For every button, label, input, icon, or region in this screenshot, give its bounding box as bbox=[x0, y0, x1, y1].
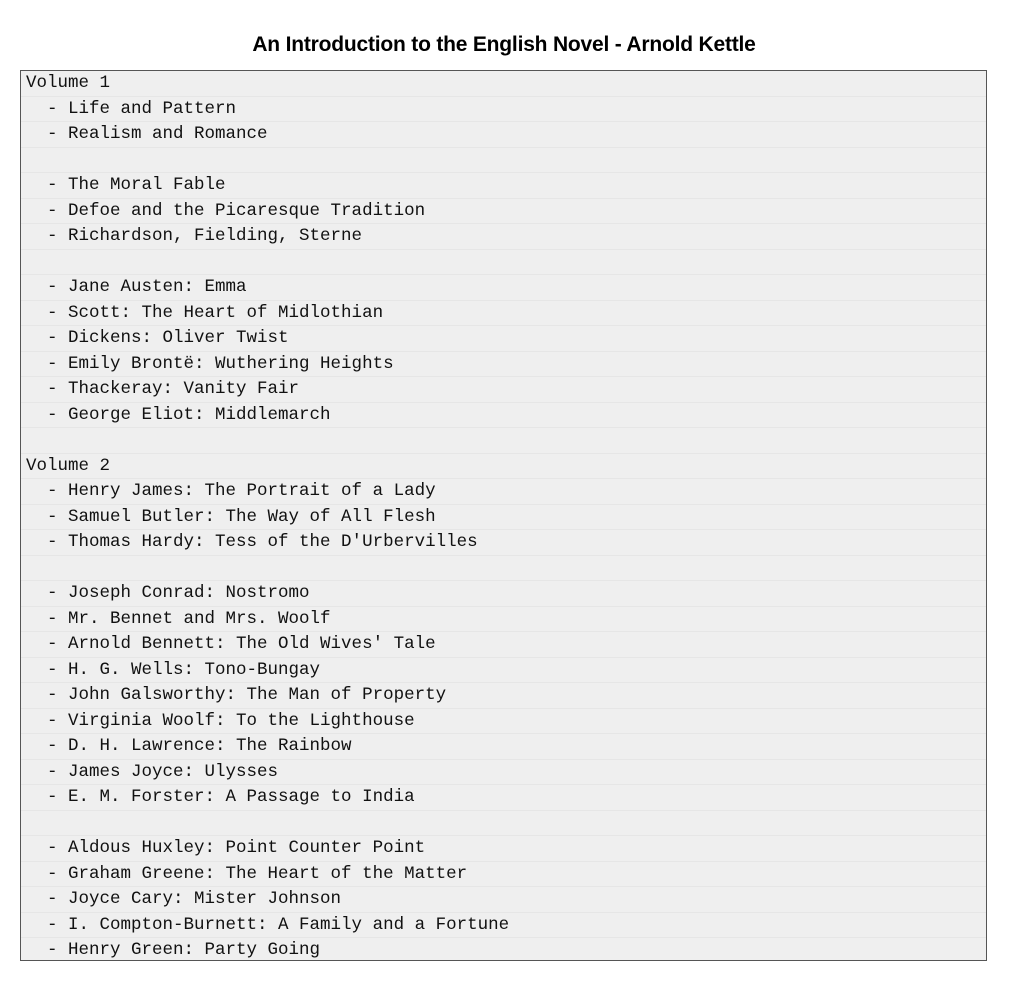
toc-entry bbox=[26, 530, 986, 556]
toc-entry-text: - Richardson, Fielding, Sterne bbox=[26, 226, 362, 246]
toc-entry bbox=[26, 326, 986, 352]
toc-entry-text: - Defoe and the Picaresque Tradition bbox=[26, 201, 425, 221]
toc-entry bbox=[26, 607, 986, 633]
toc-entry-text: - Emily Brontë: Wuthering Heights bbox=[26, 354, 394, 374]
toc-entry-text: - I. Compton-Burnett: A Family and a Fortune bbox=[26, 915, 509, 935]
toc-entry-text: - Henry Green: Party Going bbox=[26, 940, 320, 960]
toc-entry-text: - D. H. Lawrence: The Rainbow bbox=[26, 736, 352, 756]
toc-entry bbox=[26, 938, 986, 961]
toc-entry-text: - Samuel Butler: The Way of All Flesh bbox=[26, 507, 436, 527]
toc-entry bbox=[26, 173, 986, 199]
toc-entry bbox=[26, 122, 986, 148]
toc-entry bbox=[26, 734, 986, 760]
toc-entry-text: - Joseph Conrad: Nostromo bbox=[26, 583, 310, 603]
toc-entry-text: - Life and Pattern bbox=[26, 99, 236, 119]
toc-entry-text: - Joyce Cary: Mister Johnson bbox=[26, 889, 341, 909]
toc-entry-text: - Dickens: Oliver Twist bbox=[26, 328, 289, 348]
toc-entry-text: - H. G. Wells: Tono-Bungay bbox=[26, 660, 320, 680]
toc-entry-text: - Thomas Hardy: Tess of the D'Urbervilles bbox=[26, 532, 478, 552]
toc-entry-text: - Realism and Romance bbox=[26, 124, 268, 144]
toc-entry bbox=[26, 683, 986, 709]
blank-line bbox=[26, 811, 986, 837]
toc-entry-text: - Henry James: The Portrait of a Lady bbox=[26, 481, 436, 501]
toc-entry bbox=[26, 199, 986, 225]
page-title: An Introduction to the English Novel - Arnold Kettle bbox=[252, 33, 756, 56]
toc-entry bbox=[26, 505, 986, 531]
toc-entry bbox=[26, 760, 986, 786]
blank-line bbox=[26, 148, 986, 174]
toc-entry-text: - The Moral Fable bbox=[26, 175, 226, 195]
toc-entry-text: - Virginia Woolf: To the Lighthouse bbox=[26, 711, 415, 731]
toc-lines bbox=[26, 71, 986, 961]
toc-entry bbox=[26, 862, 986, 888]
blank-line bbox=[26, 428, 986, 454]
toc-entry-text: - Thackeray: Vanity Fair bbox=[26, 379, 299, 399]
toc-entry-text: - James Joyce: Ulysses bbox=[26, 762, 278, 782]
toc-entry-text: - Jane Austen: Emma bbox=[26, 277, 247, 297]
toc-entry-text: - Scott: The Heart of Midlothian bbox=[26, 303, 383, 323]
toc-entry-text: - Arnold Bennett: The Old Wives' Tale bbox=[26, 634, 436, 654]
toc-entry bbox=[26, 581, 986, 607]
toc-entry bbox=[26, 301, 986, 327]
toc-entry bbox=[26, 403, 986, 429]
toc-entry-text: - Aldous Huxley: Point Counter Point bbox=[26, 838, 425, 858]
toc-entry bbox=[26, 377, 986, 403]
toc-entry-text: - George Eliot: Middlemarch bbox=[26, 405, 331, 425]
toc-entry bbox=[26, 887, 986, 913]
toc-entry bbox=[26, 224, 986, 250]
toc-entry bbox=[26, 658, 986, 684]
blank-line bbox=[26, 250, 986, 276]
toc-entry bbox=[26, 836, 986, 862]
toc-entry bbox=[26, 352, 986, 378]
volume-heading: Volume 2 bbox=[26, 454, 986, 480]
volume-heading: Volume 1 bbox=[26, 71, 986, 97]
toc-entry bbox=[26, 632, 986, 658]
toc-entry bbox=[26, 913, 986, 939]
toc-entry bbox=[26, 275, 986, 301]
toc-entry bbox=[26, 97, 986, 123]
toc-entry-text: - Graham Greene: The Heart of the Matter bbox=[26, 864, 467, 884]
toc-entry-text: - E. M. Forster: A Passage to India bbox=[26, 787, 415, 807]
blank-line bbox=[26, 556, 986, 582]
toc-entry bbox=[26, 709, 986, 735]
toc-entry-text: - Mr. Bennet and Mrs. Woolf bbox=[26, 609, 331, 629]
table-of-contents bbox=[20, 70, 987, 961]
toc-entry bbox=[26, 479, 986, 505]
toc-entry bbox=[26, 785, 986, 811]
toc-entry-text: - John Galsworthy: The Man of Property bbox=[26, 685, 446, 705]
